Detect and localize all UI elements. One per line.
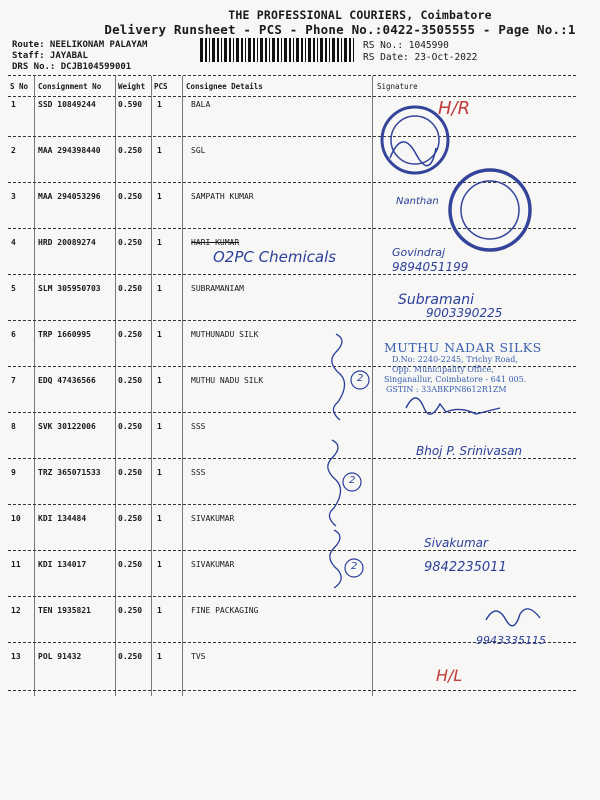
row-sno: 1 [11,100,16,109]
header-divider-top [8,75,576,76]
mark-two: 2 [357,373,364,384]
stamp-line: GSTIN : 33ABKPN8612R1ZM [386,385,507,394]
row-weight: 0.250 [118,376,143,385]
row-sno: 9 [11,468,16,477]
srinivasan-signature: Bhoj P. Srinivasan [416,444,523,458]
row-sno: 2 [11,146,16,155]
row-weight: 0.250 [118,330,143,339]
govindraj-handwriting: Govindraj [392,246,446,259]
row-weight: 0.250 [118,284,143,293]
row-consignment: MAA 294398440 [38,146,101,155]
row-pcs: 1 [157,376,162,385]
row-weight: 0.250 [118,192,143,201]
col-pcs: PCS [154,82,168,91]
col-consignment: Consignment No [38,82,102,91]
nanthan-handwriting: Nanthan [396,196,439,207]
row-sno: 4 [11,238,16,247]
row-pcs: 1 [157,468,162,477]
row-consignee: MUTHU NADU SILK [191,376,264,385]
row-pcs: 1 [157,100,162,109]
round-stamp-icon [370,98,570,258]
row-consignment: POL 91432 [38,652,82,661]
stamp-company: MUTHU NADAR SILKS [384,340,542,355]
row-pcs: 1 [157,422,162,431]
signature-scribbles [386,380,576,680]
table-row [0,284,600,330]
row-weight: 0.250 [118,146,143,155]
row-sno: 10 [11,514,21,523]
row-weight: 0.250 [118,468,143,477]
row-consignment: SLM 305950703 [38,284,101,293]
col-consignee: Consignee Details [186,82,263,91]
rs-number: RS No.: 1045990 [363,40,449,51]
barcode-icon [200,38,357,62]
row-sno: 3 [11,192,16,201]
row-weight: 0.250 [118,560,143,569]
row-consignee: HARI KUMAR [191,238,240,247]
stamp-line: D.No: 2240-2245, Trichy Road, [392,355,518,364]
hr-handwriting: H/R [438,98,471,119]
sivakumar-signature: Sivakumar [424,536,488,550]
row-consignee: MUTHUNADU SILK [191,330,259,339]
row-pcs: 1 [157,238,162,247]
row-consignment: EDQ 47436566 [38,376,96,385]
row-consignee: SSS [191,422,206,431]
drs-number: DRS No.: DCJB104599001 [12,62,132,72]
header-divider-bottom [8,96,576,97]
rs-date: RS Date: 23-Oct-2022 [363,52,478,63]
row-consignee: SIVAKUMAR [191,560,235,569]
bracket-marks-icon [320,330,380,590]
stamp-line: Opp. Municipality Office, [392,365,494,374]
staff-label: Staff: JAYABAL [12,51,88,61]
row-consignee: SUBRAMANIAM [191,284,244,293]
row-divider [8,274,576,275]
row-consignee: SAMPATH KUMAR [191,192,254,201]
row-divider [8,320,576,321]
row-pcs: 1 [157,652,162,661]
row-pcs: 1 [157,514,162,523]
row-divider [8,690,576,691]
row-weight: 0.250 [118,652,143,661]
route-label: Route: NEELIKONAM PALAYAM [12,40,148,50]
row-consignment: TEN 1935821 [38,606,91,615]
phone-handwriting-3: 9842235011 [424,560,507,575]
row-consignment: SSD 10849244 [38,100,96,109]
row-pcs: 1 [157,560,162,569]
row-weight: 0.250 [118,606,143,615]
row-consignee: SIVAKUMAR [191,514,235,523]
row-weight: 0.590 [118,100,143,109]
row-sno: 11 [11,560,21,569]
row-consignment: MAA 294053296 [38,192,101,201]
row-consignee: TVS [191,652,206,661]
row-consignee: FINE PACKAGING [191,606,259,615]
col-signature: Signature [377,82,418,91]
row-sno: 12 [11,606,21,615]
row-sno: 13 [11,652,21,661]
row-pcs: 1 [157,284,162,293]
row-sno: 6 [11,330,16,339]
row-weight: 0.250 [118,422,143,431]
row-pcs: 1 [157,330,162,339]
row-sno: 5 [11,284,16,293]
phone-handwriting-1: 9894051199 [392,260,469,274]
mark-two: 2 [349,475,356,486]
row-sno: 7 [11,376,16,385]
stamp-line: Singanallur, Coimbatore - 641 005. [384,375,527,384]
row-weight: 0.250 [118,514,143,523]
row-consignee: BALA [191,100,211,109]
row-weight: 0.250 [118,238,143,247]
row-consignment: SVK 30122006 [38,422,96,431]
col-sno: S No [10,82,29,91]
row-consignee: SGL [191,146,206,155]
mark-two: 2 [351,561,358,572]
row-pcs: 1 [157,192,162,201]
hl-handwriting: H/L [436,666,463,685]
row-consignment: KDI 134484 [38,514,87,523]
row-consignment: TRP 1660995 [38,330,91,339]
row-consignment: KDI 134017 [38,560,87,569]
row-consignment: HRD 20089274 [38,238,96,247]
subramani-signature: Subramani [398,292,474,308]
o2pc-handwriting: O2PC Chemicals [213,248,337,266]
row-consignee: SSS [191,468,206,477]
row-pcs: 1 [157,606,162,615]
col-weight: Weight [118,82,146,91]
row-consignment: TRZ 365071533 [38,468,101,477]
phone-handwriting-2: 9003390225 [426,306,503,320]
row-pcs: 1 [157,146,162,155]
company-title: THE PROFESSIONAL COURIERS, Coimbatore [228,8,492,22]
phone-handwriting-4: 9943335115 [476,634,546,647]
row-sno: 8 [11,422,16,431]
runsheet-subtitle: Delivery Runsheet - PCS - Phone No.:0422-3505555 - Page No.:1 [104,22,576,37]
